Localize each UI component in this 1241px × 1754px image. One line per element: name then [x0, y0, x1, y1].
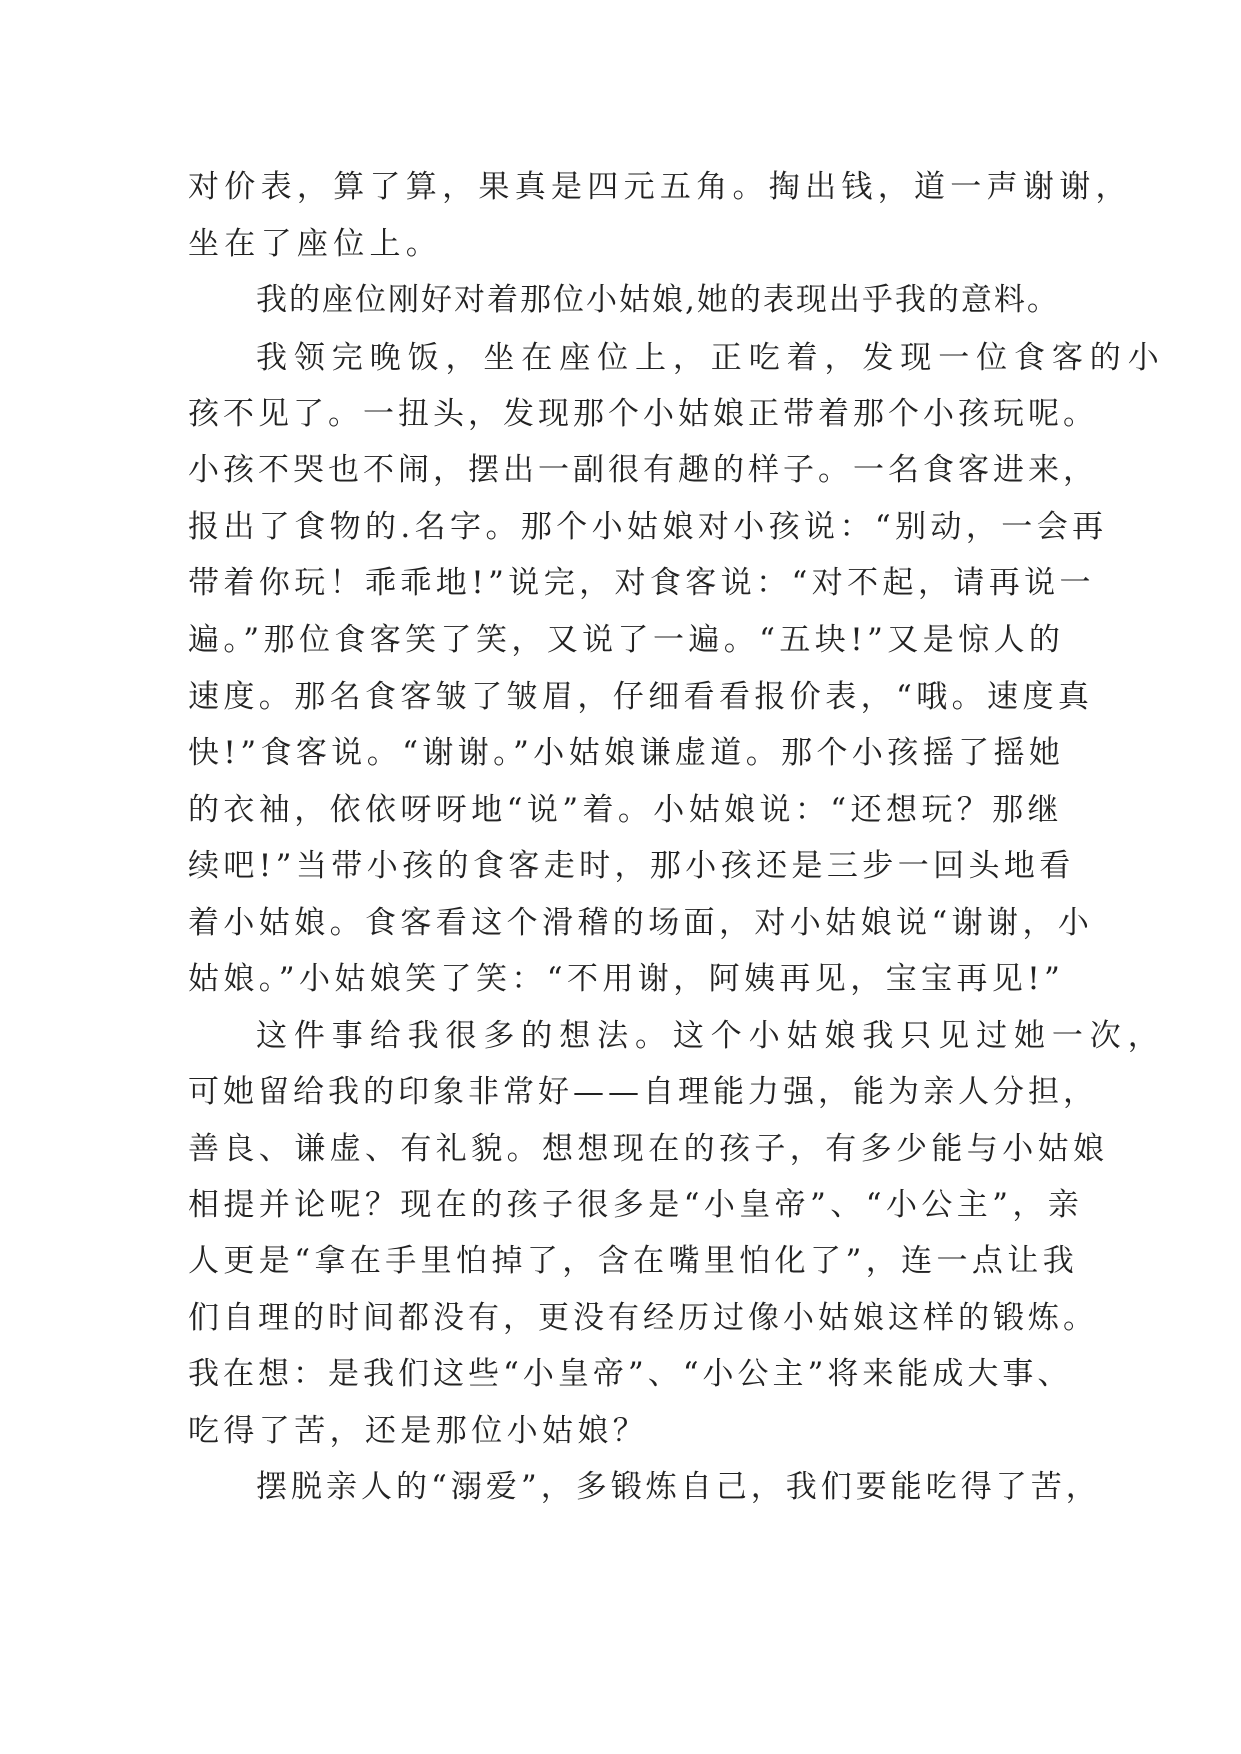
text-line-12: 的衣袖，依依呀呀地“说”着。小姑娘说：“还想玩？那继	[188, 792, 1063, 828]
text-line-17: 可她留给我的印象非常好——自理能力强，能为亲人分担，	[188, 1074, 1098, 1110]
text-line-23: 吃得了苦，还是那位小姑娘？	[188, 1413, 649, 1449]
text-line-19: 相提并论呢？现在的孩子很多是“小皇帝”、“小公主”，亲	[188, 1187, 1084, 1223]
text-line-18: 善良、谦虚、有礼貌。想想现在的孩子，有多少能与小姑娘	[188, 1131, 1109, 1167]
text-line-9: 遍。”那位食客笑了笑，又说了一遍。“五块!”又是惊人的	[188, 622, 1065, 658]
text-line-14: 着小姑娘。食客看这个滑稽的场面，对小姑娘说“谢谢，小	[188, 905, 1094, 941]
text-line-11: 快!”食客说。“谢谢。”小姑娘谦虚道。那个小孩摇了摇她	[188, 735, 1065, 771]
text-line-24: 摆脱亲人的“溺爱”，多锻炼自己，我们要能吃得了苦，	[256, 1469, 1101, 1505]
text-line-21: 们自理的时间都没有，更没有经历过像小姑娘这样的锻炼。	[188, 1300, 1098, 1336]
text-line-4: 我领完晚饭，坐在座位上，正吃着，发现一位食客的小	[256, 340, 1166, 376]
text-line-13: 续吧!”当带小孩的食客走时，那小孩还是三步一回头地看	[188, 848, 1075, 884]
text-line-1: 对价表，算了算，果真是四元五角。掏出钱，道一声谢谢，	[188, 169, 1132, 205]
text-line-22: 我在想：是我们这些“小皇帝”、“小公主”将来能成大事、	[188, 1356, 1073, 1392]
text-line-8: 带着你玩！乖乖地!”说完，对食客说：“对不起，请再说一	[188, 565, 1095, 601]
text-line-10: 速度。那名食客皱了皱眉，仔细看看报价表，“哦。速度真	[188, 679, 1094, 715]
text-line-5: 孩不见了。一扭头，发现那个小姑娘正带着那个小孩玩呢。	[188, 396, 1098, 432]
text-line-20: 人更是“拿在手里怕掉了，含在嘴里怕化了”，连一点让我	[188, 1243, 1079, 1279]
text-line-2: 坐在了座位上。	[188, 226, 443, 262]
text-line-15: 姑娘。”小姑娘笑了笑：“不用谢，阿姨再见，宝宝再见!”	[188, 961, 1065, 997]
text-line-6: 小孩不哭也不闹，摆出一副很有趣的样子。一名食客进来，	[188, 452, 1098, 488]
text-line-16: 这件事给我很多的想法。这个小姑娘我只见过她一次，	[256, 1018, 1166, 1054]
text-line-7: 报出了食物的.名字。那个小姑娘对小孩说：“别动，一会再	[188, 509, 1108, 545]
text-line-3: 我的座位刚好对着那位小姑娘,她的表现出乎我的意料。	[256, 282, 1060, 318]
